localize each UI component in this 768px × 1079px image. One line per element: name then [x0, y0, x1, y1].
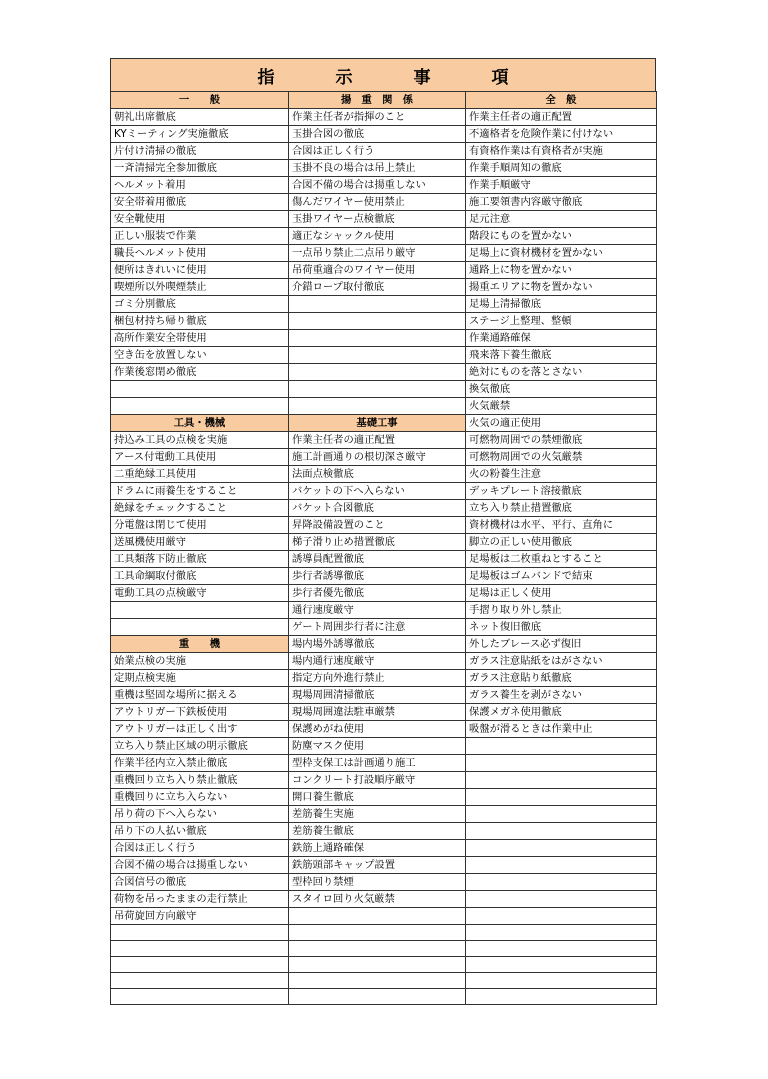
- table-cell: 火気の適正使用: [466, 415, 657, 432]
- table-row: [111, 432, 657, 449]
- table-cell: 脚立の正しい使用徹底: [466, 534, 657, 551]
- table-cell: [466, 957, 657, 973]
- table-cell: 足場上に資材機材を置かない: [466, 245, 657, 262]
- table-cell: デッキプレート溶接徹底: [466, 483, 657, 500]
- table-cell: 工具命綱取付徹底: [111, 568, 289, 585]
- table-cell: 法面点検徹底: [289, 466, 466, 483]
- section-header: 一 般: [111, 92, 289, 109]
- table-cell: 荷物を吊ったままの走行禁止: [111, 891, 289, 908]
- table-row: [111, 772, 657, 789]
- table-cell: [111, 602, 289, 619]
- table-cell: 差筋養生徹底: [289, 823, 466, 840]
- table-cell: 作業手順厳守: [466, 177, 657, 194]
- table-row: [111, 160, 657, 177]
- table-cell: ガラス注意貼り紙徹底: [466, 670, 657, 687]
- table-cell: [289, 313, 466, 330]
- table-cell: [466, 755, 657, 772]
- table-cell: [466, 925, 657, 941]
- table-cell: 介錯ロープ取付徹底: [289, 279, 466, 296]
- table-cell: 施工要領書内容厳守徹底: [466, 194, 657, 211]
- table-cell: [111, 381, 289, 398]
- table-row: [111, 568, 657, 585]
- table-cell: ガラス養生を剥がさない: [466, 687, 657, 704]
- table-cell: 通路上に物を置かない: [466, 262, 657, 279]
- table-cell: 作業通路確保: [466, 330, 657, 347]
- table-row: [111, 957, 657, 973]
- table-cell: 昇降設備設置のこと: [289, 517, 466, 534]
- table-row: [111, 296, 657, 313]
- table-cell: 玉掛ワイヤー点検徹底: [289, 211, 466, 228]
- table-cell: 一斉清掃完全参加徹底: [111, 160, 289, 177]
- table-cell: 火気厳禁: [466, 398, 657, 415]
- table-cell: 高所作業安全帯使用: [111, 330, 289, 347]
- table-cell: アウトリガー下鉄板使用: [111, 704, 289, 721]
- instruction-sheet: [110, 58, 656, 1005]
- table-cell: 作業半径内立入禁止徹底: [111, 755, 289, 772]
- table-cell: KYミーティング実施徹底: [111, 126, 289, 143]
- table-cell: [111, 398, 289, 415]
- table-cell: コンクリート打設順序厳守: [289, 772, 466, 789]
- table-cell: ステージ上整理、整頓: [466, 313, 657, 330]
- table-cell: [466, 874, 657, 891]
- table-cell: 保護メガネ使用徹底: [466, 704, 657, 721]
- table-cell: [466, 891, 657, 908]
- table-row: [111, 636, 657, 653]
- table-cell: 足元注意: [466, 211, 657, 228]
- table-row: [111, 347, 657, 364]
- table-cell: 足場は正しく使用: [466, 585, 657, 602]
- table-cell: [466, 738, 657, 755]
- table-row: [111, 602, 657, 619]
- table-row: [111, 653, 657, 670]
- table-cell: 一点吊り禁止二点吊り厳守: [289, 245, 466, 262]
- table-cell: 合図不備の場合は揚重しない: [111, 857, 289, 874]
- table-cell: ゲート周囲歩行者に注意: [289, 619, 466, 636]
- table-cell: 合図信号の徹底: [111, 874, 289, 891]
- table-row: [111, 92, 657, 109]
- table-row: [111, 228, 657, 245]
- table-row: [111, 534, 657, 551]
- table-cell: 朝礼出席徹底: [111, 109, 289, 126]
- table-row: [111, 989, 657, 1005]
- table-row: [111, 262, 657, 279]
- section-header: 全 般: [466, 92, 657, 109]
- table-row: [111, 143, 657, 160]
- table-cell: 外したブレース必ず復旧: [466, 636, 657, 653]
- table-cell: 不適格者を危険作業に付けない: [466, 126, 657, 143]
- table-row: [111, 925, 657, 941]
- table-row: [111, 245, 657, 262]
- table-row: [111, 279, 657, 296]
- table-cell: [289, 941, 466, 957]
- table-cell: 始業点検の実施: [111, 653, 289, 670]
- table-cell: 足場上清掃徹底: [466, 296, 657, 313]
- section-header: 基礎工事: [289, 415, 466, 432]
- table-row: [111, 891, 657, 908]
- table-row: [111, 517, 657, 534]
- instruction-table: [110, 91, 657, 1005]
- table-row: [111, 619, 657, 636]
- table-row: [111, 177, 657, 194]
- table-cell: 分電盤は閉じて使用: [111, 517, 289, 534]
- table-cell: 立ち入り禁止区域の明示徹底: [111, 738, 289, 755]
- table-row: [111, 551, 657, 568]
- table-cell: 手摺り取り外し禁止: [466, 602, 657, 619]
- table-cell: 型枠支保工は計画通り施工: [289, 755, 466, 772]
- table-cell: 作業主任者の適正配置: [289, 432, 466, 449]
- table-row: [111, 415, 657, 432]
- table-cell: 場内場外誘導徹底: [289, 636, 466, 653]
- table-cell: 資材機材は水平、平行、直角に: [466, 517, 657, 534]
- table-cell: [466, 908, 657, 925]
- table-row: [111, 806, 657, 823]
- table-cell: 場内通行速度厳守: [289, 653, 466, 670]
- table-cell: 吊荷旋回方向厳守: [111, 908, 289, 925]
- table-cell: 梱包材持ち帰り徹底: [111, 313, 289, 330]
- table-cell: 現場周囲清掃徹底: [289, 687, 466, 704]
- table-row: [111, 857, 657, 874]
- table-row: [111, 449, 657, 466]
- table-row: [111, 687, 657, 704]
- table-cell: [289, 296, 466, 313]
- table-row: [111, 364, 657, 381]
- table-cell: [111, 941, 289, 957]
- table-cell: 合図不備の場合は揚重しない: [289, 177, 466, 194]
- table-row: [111, 381, 657, 398]
- table-cell: 作業主任者が指揮のこと: [289, 109, 466, 126]
- table-cell: 誘導員配置徹底: [289, 551, 466, 568]
- section-header: 揚 重 関 係: [289, 92, 466, 109]
- table-cell: 火の粉養生注意: [466, 466, 657, 483]
- table-cell: 持込み工具の点検を実施: [111, 432, 289, 449]
- table-cell: 絶対にものを落とさない: [466, 364, 657, 381]
- table-row: [111, 313, 657, 330]
- table-row: [111, 466, 657, 483]
- table-cell: 片付け清掃の徹底: [111, 143, 289, 160]
- table-cell: 吊り下の人払い徹底: [111, 823, 289, 840]
- table-cell: 歩行者誘導徹底: [289, 568, 466, 585]
- table-row: [111, 941, 657, 957]
- table-cell: ネット復旧徹底: [466, 619, 657, 636]
- table-row: [111, 908, 657, 925]
- table-cell: [289, 973, 466, 989]
- table-cell: 保護めがね使用: [289, 721, 466, 738]
- table-cell: [466, 806, 657, 823]
- section-header: 工具・機械: [111, 415, 289, 432]
- table-row: [111, 789, 657, 806]
- table-cell: 傷んだワイヤー使用禁止: [289, 194, 466, 211]
- table-cell: 重機回りに立ち入らない: [111, 789, 289, 806]
- table-cell: 職長ヘルメット使用: [111, 245, 289, 262]
- table-row: [111, 738, 657, 755]
- table-row: [111, 194, 657, 211]
- table-cell: 二重絶縁工具使用: [111, 466, 289, 483]
- table-cell: [111, 957, 289, 973]
- table-cell: 正しい服装で作業: [111, 228, 289, 245]
- table-cell: スタイロ回り火気厳禁: [289, 891, 466, 908]
- table-cell: 電動工具の点検厳守: [111, 585, 289, 602]
- table-row: [111, 483, 657, 500]
- table-cell: 階段にものを置かない: [466, 228, 657, 245]
- table-cell: [111, 619, 289, 636]
- table-row: [111, 109, 657, 126]
- table-cell: 便所はきれいに使用: [111, 262, 289, 279]
- table-cell: 換気徹底: [466, 381, 657, 398]
- table-cell: 開口養生徹底: [289, 789, 466, 806]
- table-row: [111, 585, 657, 602]
- table-cell: 揚重エリアに物を置かない: [466, 279, 657, 296]
- table-cell: 重機は堅固な場所に据える: [111, 687, 289, 704]
- sheet-title: 指 示 事 項: [110, 58, 656, 92]
- table-cell: 定期点検実施: [111, 670, 289, 687]
- table-cell: 作業手順周知の徹底: [466, 160, 657, 177]
- table-cell: [466, 973, 657, 989]
- table-cell: [289, 398, 466, 415]
- section-header: 重 機: [111, 636, 289, 653]
- table-cell: 足場板はゴムバンドで結束: [466, 568, 657, 585]
- table-cell: 鉄筋頭部キャップ設置: [289, 857, 466, 874]
- table-cell: バケット合図徹底: [289, 500, 466, 517]
- table-row: [111, 330, 657, 347]
- table-cell: [111, 973, 289, 989]
- table-cell: アース付電動工具使用: [111, 449, 289, 466]
- table-cell: 重機回り立ち入り禁止徹底: [111, 772, 289, 789]
- table-cell: ガラス注意貼紙をはがさない: [466, 653, 657, 670]
- table-cell: バケットの下へ入らない: [289, 483, 466, 500]
- table-cell: 適正なシャックル使用: [289, 228, 466, 245]
- table-cell: 工具類落下防止徹底: [111, 551, 289, 568]
- table-row: [111, 874, 657, 891]
- table-cell: 玉掛不良の場合は吊上禁止: [289, 160, 466, 177]
- table-row: [111, 670, 657, 687]
- table-row: [111, 973, 657, 989]
- table-cell: 立ち入り禁止措置徹底: [466, 500, 657, 517]
- table-cell: 絶縁をチェックすること: [111, 500, 289, 517]
- table-cell: 送風機使用厳守: [111, 534, 289, 551]
- table-cell: 型枠回り禁煙: [289, 874, 466, 891]
- table-row: [111, 126, 657, 143]
- table-cell: [289, 925, 466, 941]
- table-cell: 可燃物周囲での禁煙徹底: [466, 432, 657, 449]
- table-cell: 吊り荷の下へ入らない: [111, 806, 289, 823]
- table-row: [111, 211, 657, 228]
- table-cell: 有資格作業は有資格者が実施: [466, 143, 657, 160]
- table-row: [111, 823, 657, 840]
- table-cell: [289, 347, 466, 364]
- table-cell: 防塵マスク使用: [289, 738, 466, 755]
- table-cell: [466, 857, 657, 874]
- table-cell: ヘルメット着用: [111, 177, 289, 194]
- table-row: [111, 755, 657, 772]
- table-row: [111, 500, 657, 517]
- table-cell: ゴミ分別徹底: [111, 296, 289, 313]
- table-cell: 合図は正しく行う: [289, 143, 466, 160]
- table-cell: ドラムに雨養生をすること: [111, 483, 289, 500]
- table-cell: 作業主任者の適正配置: [466, 109, 657, 126]
- table-cell: [466, 823, 657, 840]
- table-cell: 吊荷重適合のワイヤー使用: [289, 262, 466, 279]
- table-cell: [289, 381, 466, 398]
- table-cell: 合図は正しく行う: [111, 840, 289, 857]
- table-cell: [289, 989, 466, 1005]
- table-cell: 可燃物周囲での火気厳禁: [466, 449, 657, 466]
- table-cell: 空き缶を放置しない: [111, 347, 289, 364]
- table-cell: 安全帯着用徹底: [111, 194, 289, 211]
- table-row: [111, 704, 657, 721]
- table-cell: [111, 989, 289, 1005]
- instruction-table-body: [111, 92, 657, 1005]
- table-cell: 施工計画通りの根切深さ厳守: [289, 449, 466, 466]
- table-cell: [466, 989, 657, 1005]
- table-cell: [466, 772, 657, 789]
- table-cell: [111, 925, 289, 941]
- table-cell: 安全靴使用: [111, 211, 289, 228]
- table-cell: 作業後窓閉め徹底: [111, 364, 289, 381]
- table-cell: 通行速度厳守: [289, 602, 466, 619]
- table-cell: [466, 789, 657, 806]
- table-cell: [289, 330, 466, 347]
- table-row: [111, 721, 657, 738]
- table-cell: [466, 941, 657, 957]
- table-cell: 玉掛合図の徹底: [289, 126, 466, 143]
- table-cell: [466, 840, 657, 857]
- table-cell: 差筋養生実施: [289, 806, 466, 823]
- table-cell: [289, 908, 466, 925]
- table-cell: 梯子滑り止め措置徹底: [289, 534, 466, 551]
- table-row: [111, 840, 657, 857]
- table-cell: [289, 957, 466, 973]
- table-cell: 吸盤が滑るときは作業中止: [466, 721, 657, 738]
- table-cell: アウトリガーは正しく出す: [111, 721, 289, 738]
- table-cell: 鉄筋上通路確保: [289, 840, 466, 857]
- table-cell: 歩行者優先徹底: [289, 585, 466, 602]
- table-cell: 飛来落下養生徹底: [466, 347, 657, 364]
- table-cell: 現場周囲違法駐車厳禁: [289, 704, 466, 721]
- table-cell: 喫煙所以外喫煙禁止: [111, 279, 289, 296]
- table-cell: 指定方向外進行禁止: [289, 670, 466, 687]
- table-row: [111, 398, 657, 415]
- table-cell: 足場板は二枚重ねとすること: [466, 551, 657, 568]
- table-cell: [289, 364, 466, 381]
